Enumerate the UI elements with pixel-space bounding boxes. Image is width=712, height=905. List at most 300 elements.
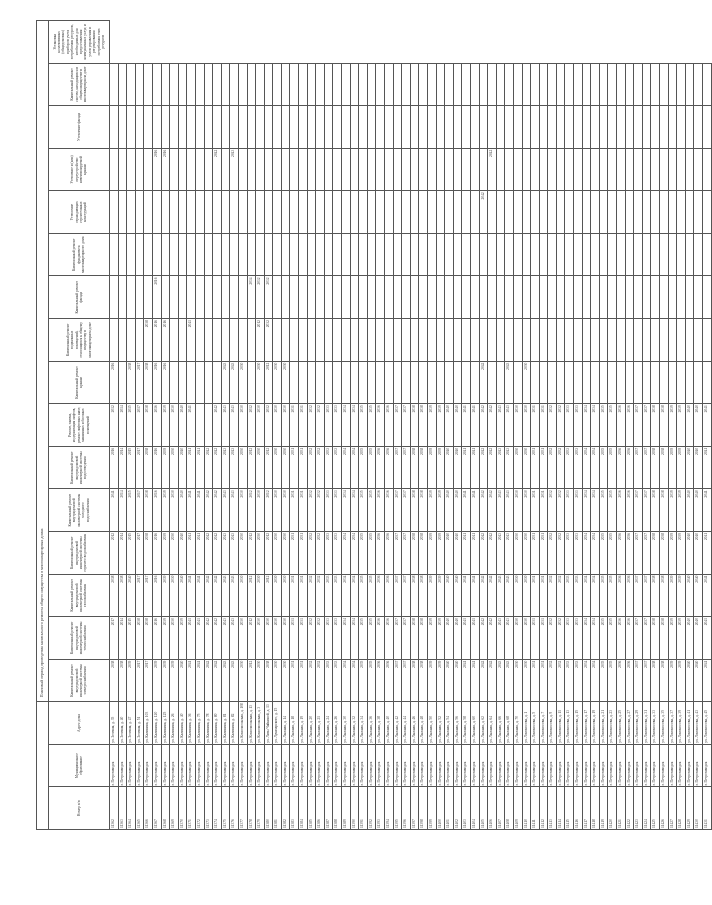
year-cell: 2030 bbox=[170, 574, 179, 617]
municipality-cell: г. Петрозаводск bbox=[513, 744, 522, 787]
year-cell: 2032 bbox=[307, 446, 316, 489]
year-cell: 2043 bbox=[230, 659, 239, 702]
row-number: 11411 bbox=[531, 787, 540, 830]
year-cell bbox=[599, 106, 608, 149]
year-cell bbox=[316, 148, 325, 191]
year-cell: 2012 bbox=[264, 446, 273, 489]
year-cell bbox=[634, 276, 643, 319]
year-cell bbox=[299, 233, 308, 276]
year-cell: 2042 bbox=[213, 148, 222, 191]
year-cell: 2012 bbox=[247, 531, 256, 574]
row-number: 11381 bbox=[273, 787, 282, 830]
year-cell: 2037 bbox=[634, 617, 643, 660]
year-cell: 2012 bbox=[247, 574, 256, 617]
year-cell bbox=[565, 276, 574, 319]
address-cell: ул. Лыжная, д. 56 bbox=[453, 702, 462, 745]
address-cell: ул. Зеленая, д. 35 bbox=[110, 702, 119, 745]
municipality-cell: г. Петрозаводск bbox=[634, 744, 643, 787]
year-cell: 2038 bbox=[110, 574, 119, 617]
year-cell bbox=[625, 63, 634, 106]
year-cell: 2042 bbox=[479, 361, 488, 404]
year-cell bbox=[367, 319, 376, 362]
year-cell bbox=[410, 276, 419, 319]
year-cell: 2036 bbox=[617, 404, 626, 447]
year-cell: 2041 bbox=[187, 489, 196, 532]
year-cell: 2043 bbox=[505, 489, 514, 532]
year-cell bbox=[213, 276, 222, 319]
row-number: 11369 bbox=[170, 787, 179, 830]
year-cell bbox=[419, 276, 428, 319]
year-cell: 2038 bbox=[651, 617, 660, 660]
year-cell: 2043 bbox=[230, 617, 239, 660]
year-cell bbox=[385, 361, 394, 404]
address-cell: ул. Калинина, д. 120 bbox=[152, 702, 161, 745]
year-cell bbox=[316, 361, 325, 404]
year-cell: 2037 bbox=[393, 531, 402, 574]
year-cell bbox=[462, 361, 471, 404]
municipality-cell: г. Петрозаводск bbox=[479, 744, 488, 787]
row-number: 11394 bbox=[385, 787, 394, 830]
year-cell bbox=[110, 63, 119, 106]
year-cell bbox=[427, 148, 436, 191]
row-number: 11397 bbox=[410, 787, 419, 830]
year-cell bbox=[479, 106, 488, 149]
year-cell bbox=[479, 276, 488, 319]
year-cell: 2030 bbox=[256, 531, 265, 574]
table-row bbox=[273, 21, 282, 830]
year-cell bbox=[324, 319, 333, 362]
year-cell bbox=[677, 319, 686, 362]
year-cell bbox=[152, 63, 161, 106]
year-cell: 2041 bbox=[195, 446, 204, 489]
municipality-cell: г. Петрозаводск bbox=[290, 744, 299, 787]
year-cell bbox=[376, 233, 385, 276]
year-cell: 2030 bbox=[273, 531, 282, 574]
year-cell: 2038 bbox=[660, 489, 669, 532]
table-row bbox=[350, 21, 359, 830]
address-cell: ул. Ломоносова, д. 11 bbox=[556, 702, 565, 745]
address-cell: ул. Лыжная, д. 54 bbox=[445, 702, 454, 745]
year-cell bbox=[470, 361, 479, 404]
municipality-cell: г. Петрозаводск bbox=[677, 744, 686, 787]
year-cell bbox=[462, 319, 471, 362]
year-cell: 2042 bbox=[479, 191, 488, 234]
year-cell bbox=[393, 319, 402, 362]
year-cell bbox=[324, 233, 333, 276]
row-number: 11372 bbox=[195, 787, 204, 830]
year-cell bbox=[402, 319, 411, 362]
row-number: 11415 bbox=[565, 787, 574, 830]
address-cell: ул. Лыжная, д. 14 bbox=[281, 702, 290, 745]
year-cell bbox=[419, 63, 428, 106]
year-cell: 2040 bbox=[685, 617, 694, 660]
year-cell bbox=[488, 319, 497, 362]
column-header-addr: Адрес дома bbox=[49, 702, 110, 745]
year-cell: 2038 bbox=[651, 446, 660, 489]
table-row bbox=[702, 21, 711, 830]
address-cell: ул. Лыжная, д. 32 bbox=[350, 702, 359, 745]
year-cell: 2030 bbox=[522, 659, 531, 702]
year-cell: 2043 bbox=[496, 404, 505, 447]
year-cell: 2040 bbox=[694, 446, 703, 489]
year-cell: 2038 bbox=[144, 617, 153, 660]
year-cell: 2039 bbox=[427, 574, 436, 617]
year-cell bbox=[685, 361, 694, 404]
year-cell: 2030 bbox=[256, 489, 265, 532]
year-cell bbox=[479, 63, 488, 106]
table-corner bbox=[37, 702, 49, 830]
year-cell: 2032 bbox=[548, 531, 557, 574]
row-number: 11371 bbox=[187, 787, 196, 830]
row-number: 11409 bbox=[513, 787, 522, 830]
year-cell: 2038 bbox=[110, 659, 119, 702]
year-cell bbox=[230, 233, 239, 276]
year-cell bbox=[436, 233, 445, 276]
year-cell: 2043 bbox=[230, 361, 239, 404]
year-cell: 2043 bbox=[230, 531, 239, 574]
address-cell: ул. Ломоносова, д. 29 bbox=[634, 702, 643, 745]
year-cell bbox=[668, 148, 677, 191]
year-cell bbox=[273, 106, 282, 149]
year-cell: 2017 bbox=[135, 489, 144, 532]
year-cell: 2042 bbox=[479, 531, 488, 574]
year-cell: 2040 bbox=[453, 489, 462, 532]
year-cell bbox=[522, 148, 531, 191]
year-cell bbox=[685, 191, 694, 234]
year-cell: 2036 bbox=[617, 617, 626, 660]
year-cell bbox=[376, 361, 385, 404]
address-cell: ул. Калинина, д. 103 bbox=[144, 702, 153, 745]
year-cell bbox=[702, 276, 711, 319]
table-row bbox=[367, 21, 376, 830]
table-row bbox=[685, 21, 694, 830]
year-cell: 2042 bbox=[488, 617, 497, 660]
year-cell bbox=[539, 106, 548, 149]
year-cell bbox=[385, 191, 394, 234]
year-cell bbox=[651, 276, 660, 319]
column-header-y3: Капитальный ремонт внутридомовой инженерной системы газоснабжения bbox=[49, 574, 110, 617]
year-cell bbox=[385, 106, 394, 149]
year-cell bbox=[702, 191, 711, 234]
year-cell bbox=[393, 106, 402, 149]
year-cell bbox=[556, 319, 565, 362]
year-cell bbox=[170, 276, 179, 319]
column-header-y16: Установка коллективных (общедомовых) приборов учета потребления ресурсов, необходимых для предоставления коммунальных услуг, и узлов управления и регулирования потребления этих ресурсов bbox=[49, 21, 110, 64]
municipality-cell: г. Петрозаводск bbox=[582, 744, 591, 787]
year-cell: 2042 bbox=[488, 531, 497, 574]
year-cell bbox=[574, 361, 583, 404]
year-cell bbox=[273, 233, 282, 276]
row-number: 11396 bbox=[402, 787, 411, 830]
year-cell: 2038 bbox=[410, 659, 419, 702]
year-cell bbox=[195, 63, 204, 106]
row-number: 11431 bbox=[702, 787, 711, 830]
year-cell bbox=[685, 63, 694, 106]
year-cell: 2030 bbox=[256, 617, 265, 660]
year-cell: 2016 bbox=[152, 574, 161, 617]
address-cell: ул. Калинина, д. 40 bbox=[178, 702, 187, 745]
year-cell: 2036 bbox=[625, 531, 634, 574]
year-cell: 2035 bbox=[608, 574, 617, 617]
row-number: 11425 bbox=[651, 787, 660, 830]
year-cell bbox=[281, 63, 290, 106]
municipality-cell: г. Петрозаводск bbox=[127, 744, 136, 787]
year-cell: 2034 bbox=[350, 446, 359, 489]
year-cell bbox=[221, 276, 230, 319]
year-cell bbox=[410, 148, 419, 191]
table-row bbox=[642, 21, 651, 830]
year-cell bbox=[453, 276, 462, 319]
row-number: 11380 bbox=[264, 787, 273, 830]
year-cell bbox=[642, 361, 651, 404]
year-cell: 2041 bbox=[702, 659, 711, 702]
year-cell: 2041 bbox=[702, 446, 711, 489]
address-cell: ул. Ломоносова, д. 19 bbox=[591, 702, 600, 745]
year-cell bbox=[135, 106, 144, 149]
year-cell bbox=[556, 191, 565, 234]
year-cell: 2012 bbox=[256, 319, 265, 362]
column-header-y9: Капитальный ремонт подвальных помещений, относящихся к общему имуществу в многоквартирном доме bbox=[49, 319, 110, 362]
year-cell bbox=[350, 319, 359, 362]
column-header-y1: Капитальный ремонт внутридомовой инженерной системы электроснабжения bbox=[49, 659, 110, 702]
year-cell bbox=[582, 233, 591, 276]
address-cell: ул. Ломоносова, д. 17 bbox=[582, 702, 591, 745]
year-cell bbox=[118, 191, 127, 234]
table-row bbox=[410, 21, 419, 830]
year-cell bbox=[118, 148, 127, 191]
table-row bbox=[324, 21, 333, 830]
year-cell: 2038 bbox=[135, 617, 144, 660]
year-cell: 2039 bbox=[436, 531, 445, 574]
table-row bbox=[152, 21, 161, 830]
year-cell bbox=[410, 63, 419, 106]
municipality-cell: г. Петрозаводск bbox=[539, 744, 548, 787]
table-row bbox=[445, 21, 454, 830]
year-cell bbox=[230, 191, 239, 234]
year-cell: 2037 bbox=[634, 574, 643, 617]
year-cell: 2037 bbox=[393, 659, 402, 702]
year-cell bbox=[273, 63, 282, 106]
year-cell bbox=[290, 191, 299, 234]
year-cell bbox=[256, 63, 265, 106]
year-cell bbox=[565, 148, 574, 191]
year-cell: 2033 bbox=[324, 617, 333, 660]
year-cell bbox=[625, 148, 634, 191]
year-cell bbox=[660, 148, 669, 191]
year-cell bbox=[385, 148, 394, 191]
year-cell: 2041 bbox=[470, 489, 479, 532]
year-cell: 2041 bbox=[462, 617, 471, 660]
year-cell: 2017 bbox=[135, 446, 144, 489]
year-cell bbox=[427, 233, 436, 276]
year-cell bbox=[617, 63, 626, 106]
year-cell: 2039 bbox=[427, 446, 436, 489]
year-cell bbox=[230, 276, 239, 319]
year-cell: 2041 bbox=[462, 404, 471, 447]
year-cell: 2031 bbox=[531, 574, 540, 617]
year-cell bbox=[599, 319, 608, 362]
year-cell: 2030 bbox=[513, 489, 522, 532]
year-cell bbox=[548, 361, 557, 404]
row-number: 11405 bbox=[479, 787, 488, 830]
year-cell: 2032 bbox=[556, 531, 565, 574]
year-cell: 2041 bbox=[195, 659, 204, 702]
year-cell: 2032 bbox=[316, 574, 325, 617]
year-cell: 2042 bbox=[479, 446, 488, 489]
year-cell: 2039 bbox=[161, 659, 170, 702]
year-cell: 2043 bbox=[221, 446, 230, 489]
year-cell bbox=[204, 319, 213, 362]
year-cell: 2036 bbox=[376, 446, 385, 489]
year-cell: 2030 bbox=[238, 489, 247, 532]
address-cell: ул. Лыжная, д. 34 bbox=[359, 702, 368, 745]
year-cell bbox=[505, 233, 514, 276]
year-cell bbox=[187, 233, 196, 276]
municipality-cell: г. Петрозаводск bbox=[505, 744, 514, 787]
municipality-cell: г. Петрозаводск bbox=[419, 744, 428, 787]
address-cell: ул. Ломоносова, д. 21 bbox=[599, 702, 608, 745]
year-cell bbox=[668, 276, 677, 319]
year-cell: 2033 bbox=[333, 446, 342, 489]
table-row bbox=[479, 21, 488, 830]
year-cell bbox=[488, 106, 497, 149]
year-cell: 2041 bbox=[187, 531, 196, 574]
year-cell: 2035 bbox=[359, 489, 368, 532]
year-cell bbox=[505, 148, 514, 191]
year-cell bbox=[135, 233, 144, 276]
table-row bbox=[668, 21, 677, 830]
municipality-cell: г. Петрозаводск bbox=[238, 744, 247, 787]
year-cell bbox=[230, 106, 239, 149]
address-cell: ул. Калинина, д. 81 bbox=[221, 702, 230, 745]
row-number: 11419 bbox=[599, 787, 608, 830]
year-cell bbox=[376, 106, 385, 149]
year-cell: 2038 bbox=[144, 446, 153, 489]
year-cell bbox=[427, 319, 436, 362]
year-cell: 2035 bbox=[608, 617, 617, 660]
year-cell bbox=[651, 63, 660, 106]
year-cell bbox=[299, 191, 308, 234]
year-cell bbox=[651, 106, 660, 149]
year-cell: 2040 bbox=[694, 659, 703, 702]
year-cell bbox=[281, 106, 290, 149]
row-number: 11374 bbox=[213, 787, 222, 830]
year-cell bbox=[359, 361, 368, 404]
year-cell bbox=[531, 63, 540, 106]
year-cell bbox=[539, 191, 548, 234]
year-cell: 2039 bbox=[677, 531, 686, 574]
year-cell bbox=[402, 106, 411, 149]
year-cell: 2030 bbox=[273, 446, 282, 489]
year-cell bbox=[582, 148, 591, 191]
year-cell: 2030 bbox=[522, 531, 531, 574]
year-cell: 2017 bbox=[135, 574, 144, 617]
address-cell: ул. Лыжная, д. 68 bbox=[505, 702, 514, 745]
year-cell: 2041 bbox=[195, 489, 204, 532]
year-cell bbox=[238, 233, 247, 276]
year-cell: 2040 bbox=[453, 574, 462, 617]
municipality-cell: г. Петрозаводск bbox=[565, 744, 574, 787]
year-cell: 2038 bbox=[660, 659, 669, 702]
year-cell bbox=[350, 63, 359, 106]
year-cell bbox=[599, 148, 608, 191]
year-cell bbox=[110, 233, 119, 276]
year-cell: 2043 bbox=[505, 446, 514, 489]
year-cell: 2041 bbox=[470, 659, 479, 702]
year-cell bbox=[453, 106, 462, 149]
address-cell: ул. Ломоносова, д. 27 bbox=[625, 702, 634, 745]
year-cell: 2012 bbox=[264, 531, 273, 574]
address-cell: ул. Комсомольская, д. 13 bbox=[247, 702, 256, 745]
year-cell bbox=[599, 361, 608, 404]
year-cell bbox=[195, 319, 204, 362]
year-cell bbox=[238, 63, 247, 106]
address-cell: ул. Лыжная, д. 48 bbox=[419, 702, 428, 745]
year-cell bbox=[651, 233, 660, 276]
year-cell: 2030 bbox=[513, 446, 522, 489]
municipality-cell: г. Петрозаводск bbox=[359, 744, 368, 787]
row-number: 11376 bbox=[230, 787, 239, 830]
year-cell bbox=[453, 233, 462, 276]
row-number: 11403 bbox=[462, 787, 471, 830]
year-cell bbox=[213, 233, 222, 276]
year-cell: 2035 bbox=[367, 531, 376, 574]
row-number: 11420 bbox=[608, 787, 617, 830]
year-cell: 2036 bbox=[625, 574, 634, 617]
year-cell: 2040 bbox=[694, 531, 703, 574]
year-cell bbox=[170, 361, 179, 404]
year-cell bbox=[634, 106, 643, 149]
row-number: 11386 bbox=[316, 787, 325, 830]
column-header-y12: Утепление ограждающих строительных конструкций bbox=[49, 191, 110, 234]
year-cell: 2031 bbox=[531, 531, 540, 574]
year-cell: 2041 bbox=[110, 489, 119, 532]
year-cell: 2041 bbox=[187, 404, 196, 447]
year-cell: 2038 bbox=[651, 489, 660, 532]
municipality-cell: г. Петрозаводск bbox=[376, 744, 385, 787]
address-cell: ул. Комсомольская, д. 3 bbox=[256, 702, 265, 745]
year-cell: 2037 bbox=[393, 617, 402, 660]
year-cell bbox=[505, 63, 514, 106]
address-cell: ул. Ломоносова, д. 5 bbox=[531, 702, 540, 745]
year-cell bbox=[178, 106, 187, 149]
year-cell: 2037 bbox=[634, 659, 643, 702]
year-cell: 2031 bbox=[299, 446, 308, 489]
table-row bbox=[591, 21, 600, 830]
year-cell bbox=[195, 233, 204, 276]
row-number: 11367 bbox=[152, 787, 161, 830]
year-cell bbox=[324, 106, 333, 149]
year-cell bbox=[213, 63, 222, 106]
municipality-cell: г. Петрозаводск bbox=[152, 744, 161, 787]
year-cell: 2042 bbox=[204, 617, 213, 660]
year-cell bbox=[376, 63, 385, 106]
year-cell: 2038 bbox=[419, 446, 428, 489]
year-cell: 2040 bbox=[685, 489, 694, 532]
year-cell bbox=[625, 361, 634, 404]
year-cell bbox=[230, 319, 239, 362]
year-cell: 2038 bbox=[419, 531, 428, 574]
year-cell: 2033 bbox=[333, 531, 342, 574]
address-cell: ул. Лизы Чайкиной, д. 13 bbox=[264, 702, 273, 745]
year-cell bbox=[324, 191, 333, 234]
year-cell bbox=[299, 319, 308, 362]
year-cell bbox=[660, 191, 669, 234]
year-cell bbox=[385, 276, 394, 319]
year-cell: 2030 bbox=[522, 574, 531, 617]
year-cell: 2036 bbox=[385, 489, 394, 532]
year-cell bbox=[135, 191, 144, 234]
